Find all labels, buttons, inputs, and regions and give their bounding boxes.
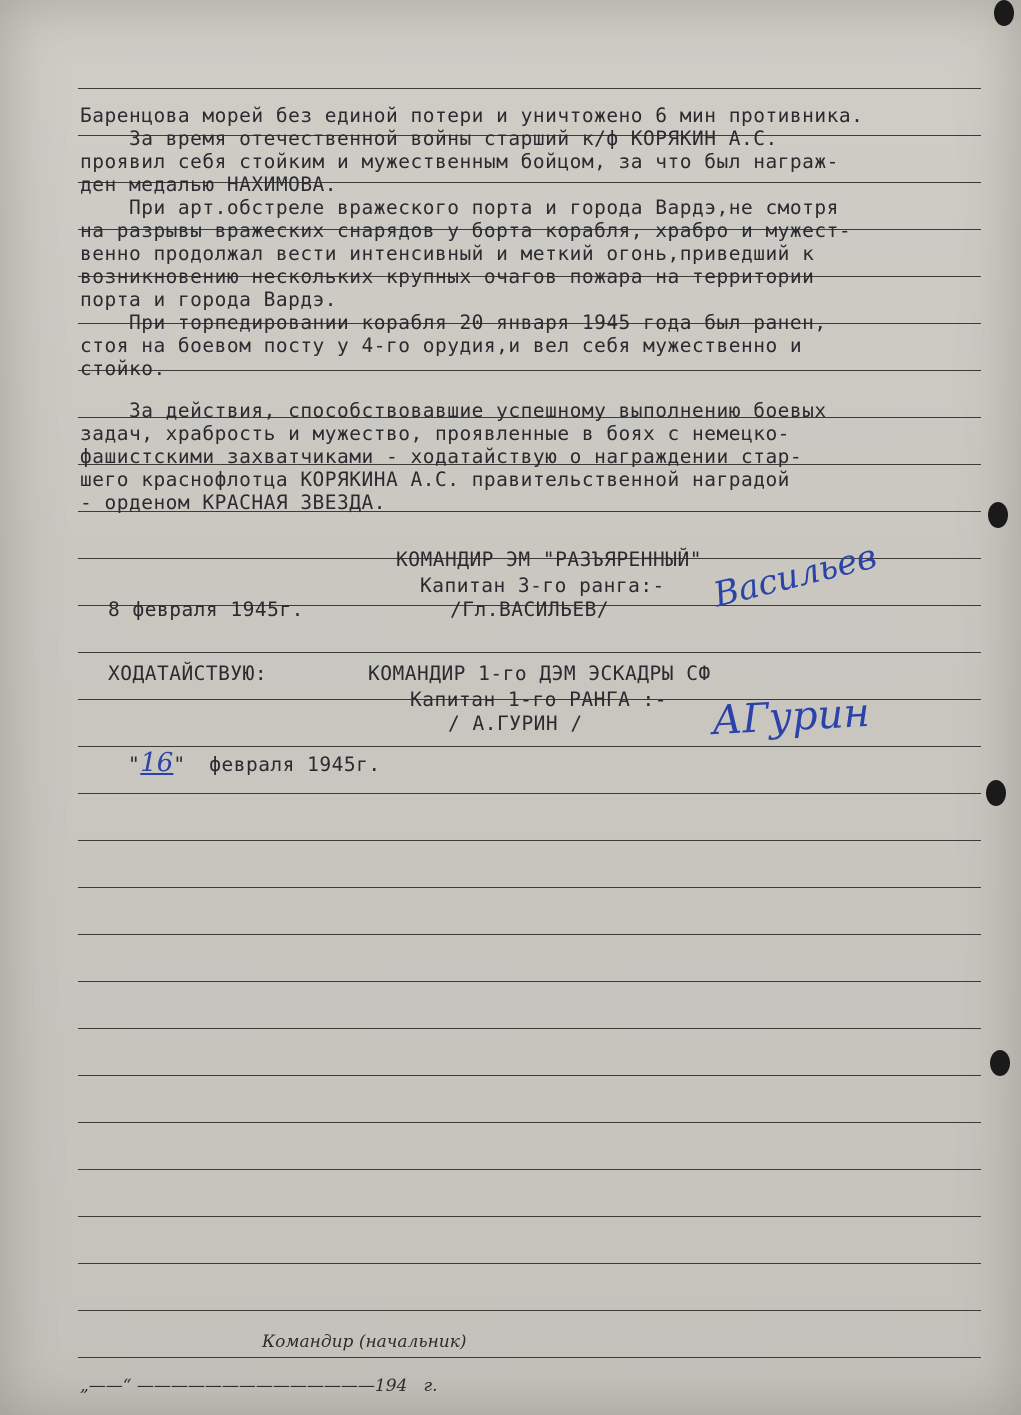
date-rest: февраля 1945г. [209, 753, 381, 776]
signature-name: /Гл.ВАСИЛЬЕВ/ [450, 598, 610, 621]
body-line: шего краснофлотца КОРЯКИНА А.С. правительственной наградой [80, 468, 790, 491]
body-line: За время отечественной войны старший к/ф КОРЯКИН А.С. [80, 127, 778, 150]
handwritten-signature: Васильев [709, 536, 881, 616]
ruled-line [78, 1357, 981, 1358]
body-line: возникновению нескольких крупных очагов пожара на территории [80, 265, 815, 288]
binder-hole [990, 1050, 1010, 1076]
date-quote-open: " [128, 753, 141, 776]
binder-hole [988, 502, 1008, 528]
ruled-line [78, 370, 981, 371]
petition-label: ХОДАТАЙСТВУЮ: [108, 662, 268, 685]
ruled-line [78, 1310, 981, 1311]
ruled-line [78, 887, 981, 888]
petition-date [128, 748, 381, 778]
handwritten-signature: АГурин [710, 689, 871, 745]
ruled-line [78, 1122, 981, 1123]
date-quote-close: " [173, 753, 186, 776]
body-line: стойко. [80, 357, 166, 380]
body-line: При торпедировании корабля 20 января 1945 года был ранен, [80, 311, 827, 334]
body-line: фашистскими захватчиками - ходатайствую о награждении стар- [80, 445, 803, 468]
body-line: на разрывы вражеских снарядов у борта корабля, храбро и мужест- [80, 219, 852, 242]
ruled-line [78, 1028, 981, 1029]
body-line: задач, храбрость и мужество, проявленные в боях с немецко- [80, 422, 790, 445]
ruled-line [78, 1169, 981, 1170]
body-line: венно продолжал вести интенсивный и меткий огонь,приведший к [80, 242, 815, 265]
binder-hole [994, 0, 1014, 26]
signature-rank: Капитан 3-го ранга:- [420, 574, 665, 597]
signature-title: КОМАНДИР 1-го ДЭМ ЭСКАДРЫ СФ [368, 662, 711, 685]
ruled-line [78, 746, 981, 747]
ruled-line [78, 793, 981, 794]
body-line: порта и города Вардэ. [80, 288, 338, 311]
body-line: Баренцова морей без единой потери и уничтожено 6 мин противника. [80, 104, 864, 127]
body-line: При арт.обстреле вражеского порта и города Вардэ,не смотря [80, 196, 839, 219]
binder-hole [986, 780, 1006, 806]
ruled-line [78, 88, 981, 89]
date-day: 16 [140, 748, 174, 778]
ruled-line [78, 1075, 981, 1076]
ruled-line [78, 934, 981, 935]
ruled-line [78, 652, 981, 653]
body-line: ден медалью НАХИМОВА. [80, 173, 338, 196]
signature-date: 8 февраля 1945г. [108, 598, 304, 621]
ruled-line [78, 840, 981, 841]
commander-label: Командир (начальник) [262, 1332, 467, 1352]
signature-title: КОМАНДИР ЭМ "РАЗЪЯРЕННЫЙ" [396, 548, 702, 571]
form-date-line: „——“ ——————————————194 г. [80, 1376, 438, 1396]
body-line: За действия, способствовавшие успешному выполнению боевых [80, 399, 827, 422]
ruled-line [78, 1216, 981, 1217]
body-line: - орденом КРАСНАЯ ЗВЕЗДА. [80, 491, 386, 514]
signature-name: / А.ГУРИН / [448, 712, 583, 735]
body-line: проявил себя стойким и мужественным бойцом, за что был награж- [80, 150, 839, 173]
signature-rank: Капитан 1-го РАНГА :- [410, 688, 668, 711]
body-line: стоя на боевом посту у 4-го орудия,и вел себя мужественно и [80, 334, 803, 357]
ruled-line [78, 1263, 981, 1264]
ruled-line [78, 981, 981, 982]
